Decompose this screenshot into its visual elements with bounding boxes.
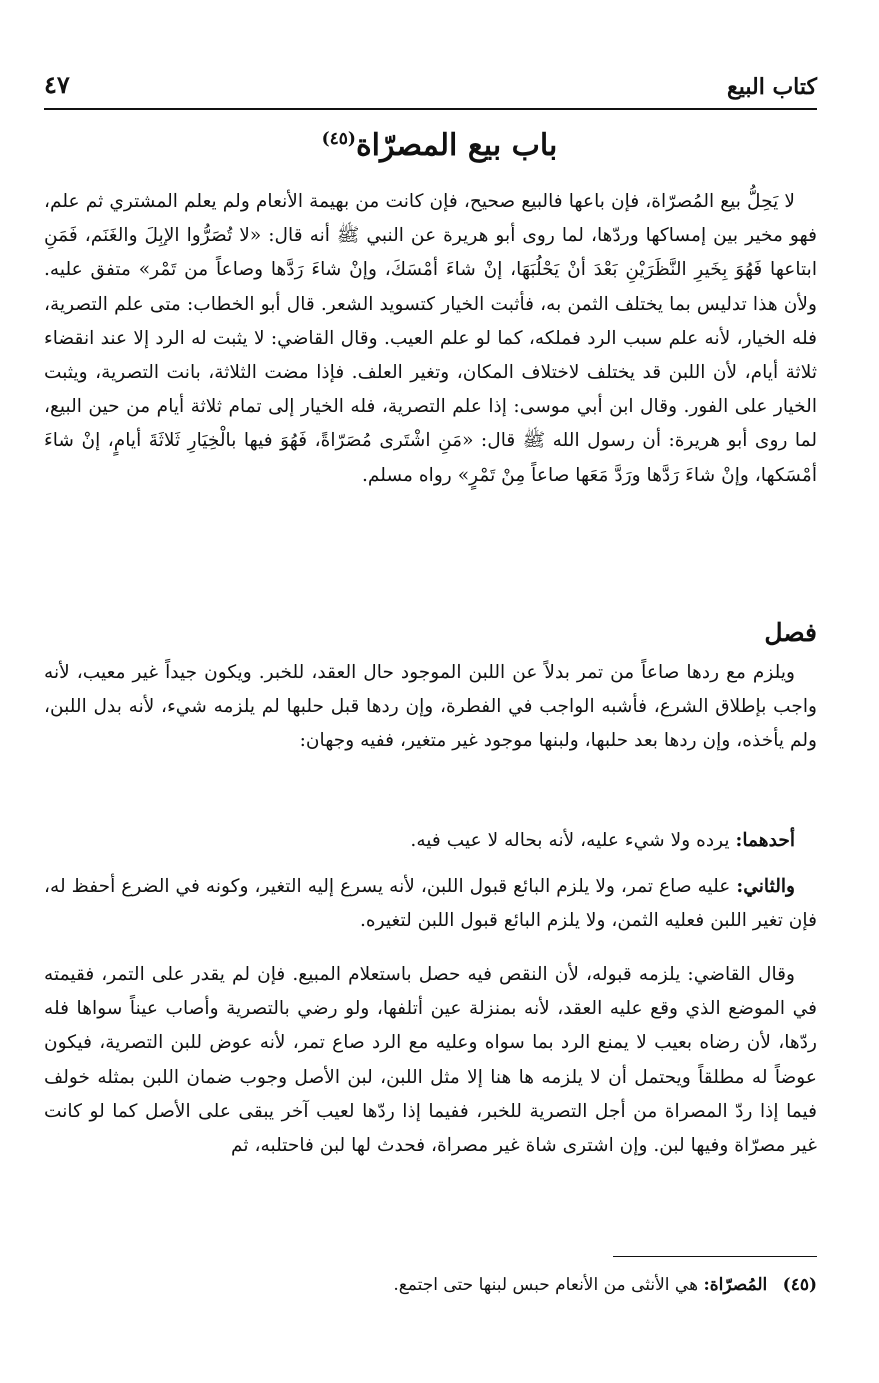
running-header [44, 64, 817, 110]
footnote-divider [613, 1256, 817, 1257]
page-number: ٤٧ [44, 70, 70, 99]
first-opinion-block [44, 824, 817, 858]
second-opinion-paragraph [44, 870, 817, 938]
first-opinion-text: يرده ولا شيء عليه، لأنه بحاله لا عيب فيه. [410, 830, 730, 851]
qadi-opinion-block [44, 958, 817, 1163]
fasl-intro-block [44, 656, 817, 759]
chapter-title [0, 128, 879, 163]
qadi-opinion-paragraph: وقال القاضي: يلزمه قبوله، لأن النقص فيه حصل باستعلام المبيع. فإن لم يقدر على التمر، فقيمته في الموضع الذي وقع عليه العقد، لأنه بمنزلة عين أتلفها، ولو رضي بالتصرية وأصاب عيناً سواها فله ردّها، لأن رضاه بعيب لا يمنع الرد بما سواه وعليه مع الرد صاع تمر، لأنه عوض للبن التصرية، فيكون عوضاً له مطلقاً ويحتمل أن لا يلزمه ها هنا إلا مثل اللبن، لبن الأصل وجوب ضمان اللبن بمثله خولف فيما إذا ردّ المصراة من أجل التصرية للخبر، ففيما إذا ردّها لعيب آخر يبقى على الأصل كما لو كانت غير مصرّاة وفيها لبن. وإن اشترى شاة غير مصراة، فحدث لها لبن فاحتلبه، ثم [44, 964, 817, 1157]
footnote [120, 1270, 817, 1300]
second-opinion-text: عليه صاع تمر، ولا يلزم البائع قبول اللبن، لأنه يسرع إليه التغير، وكونه في الضرع أحفظ له، فإن تغير اللبن فعليه الثمن، ولا يلزم البائع قبول اللبن لتغيره. [44, 876, 817, 932]
second-opinion-label: والثاني: [736, 876, 795, 897]
book-title: كتاب البيع [727, 74, 817, 100]
section-paragraph: لا يَحِلُّ بيع المُصرّاة، فإن باعها فالبيع صحيح، فإن كانت من بهيمة الأنعام ولم يعلم المشتري ثم علم، فهو مخير بين إمساكها وردّها، لما روى أبو هريرة عن النبي ﷺ أنه قال: «لا تُصَرُّوا الإبِلَ والغَنَم، فَمَنِ ابتاعها فَهُوَ بِخَيرِ النَّظَرَيْنِ بَعْدَ أنْ يَحْلُبَهَا، إنْ شاءَ أمْسَكَ، وإنْ شاءَ رَدَّها وصاعاً من تَمْر» متفق عليه. ولأن هذا تدليس بما يختلف الثمن به، فأثبت الخيار كتسويد الشعر. قال أبو الخطاب: متى علم التصرية، فله الخيار، لأنه علم سبب الرد فملكه، كما لو علم العيب. وقال القاضي: لا يثبت له الرد إلا عند انقضاء ثلاثة أيام، لأن اللبن قد يختلف لاختلاف المكان، وتغير العلف. فإذا مضت الثلاثة، بانت التصرية، ويثبت الخيار على الفور. وقال ابن أبي موسى: إذا علم التصرية، فله الخيار إلى تمام ثلاثة أيام من حين البيع، لما روى أبو هريرة: أن رسول الله ﷺ قال: «مَنِ اشْتَرى مُصَرّاةً، فَهُوَ فيها بالْخِيَارِ ثَلاثَةَ أيامٍ، إنْ شاءَ أمْسَكها، وإنْ شاءَ رَدَّها ورَدَّ مَعَها صاعاً مِنْ تَمْرٍ» رواه مسلم. [44, 191, 817, 486]
fasl-intro-paragraph: ويلزم مع ردها صاعاً من تمر بدلاً عن اللبن الموجود حال العقد، للخبر. ويكون جيداً غير معيب، لأنه واجب بإطلاق الشرع، فأشبه الواجب في الفطرة، وإن ردها قبل حلبها لم يلزمه شيء، لأنه بدل اللبن، ولم يأخذه، وإن ردها بعد حلبها، ولبنها موجود غير متغير، ففيه وجهان: [44, 662, 817, 752]
first-opinion-paragraph [44, 824, 817, 858]
first-opinion-label: أحدهما: [735, 830, 795, 851]
second-opinion-block [44, 870, 817, 938]
footnote-definition: هي الأنثى من الأنعام حبس لبنها حتى اجتمع. [393, 1275, 699, 1295]
footnote-term: المُصرّاة: [703, 1275, 768, 1295]
section-body [44, 185, 817, 493]
footnote-number: (٤٥) [782, 1275, 817, 1295]
footnote-reference: (٤٥) [321, 129, 356, 149]
chapter-title-text: باب بيع المصرّاة [355, 128, 558, 163]
fasl-heading: فصل [764, 618, 817, 647]
